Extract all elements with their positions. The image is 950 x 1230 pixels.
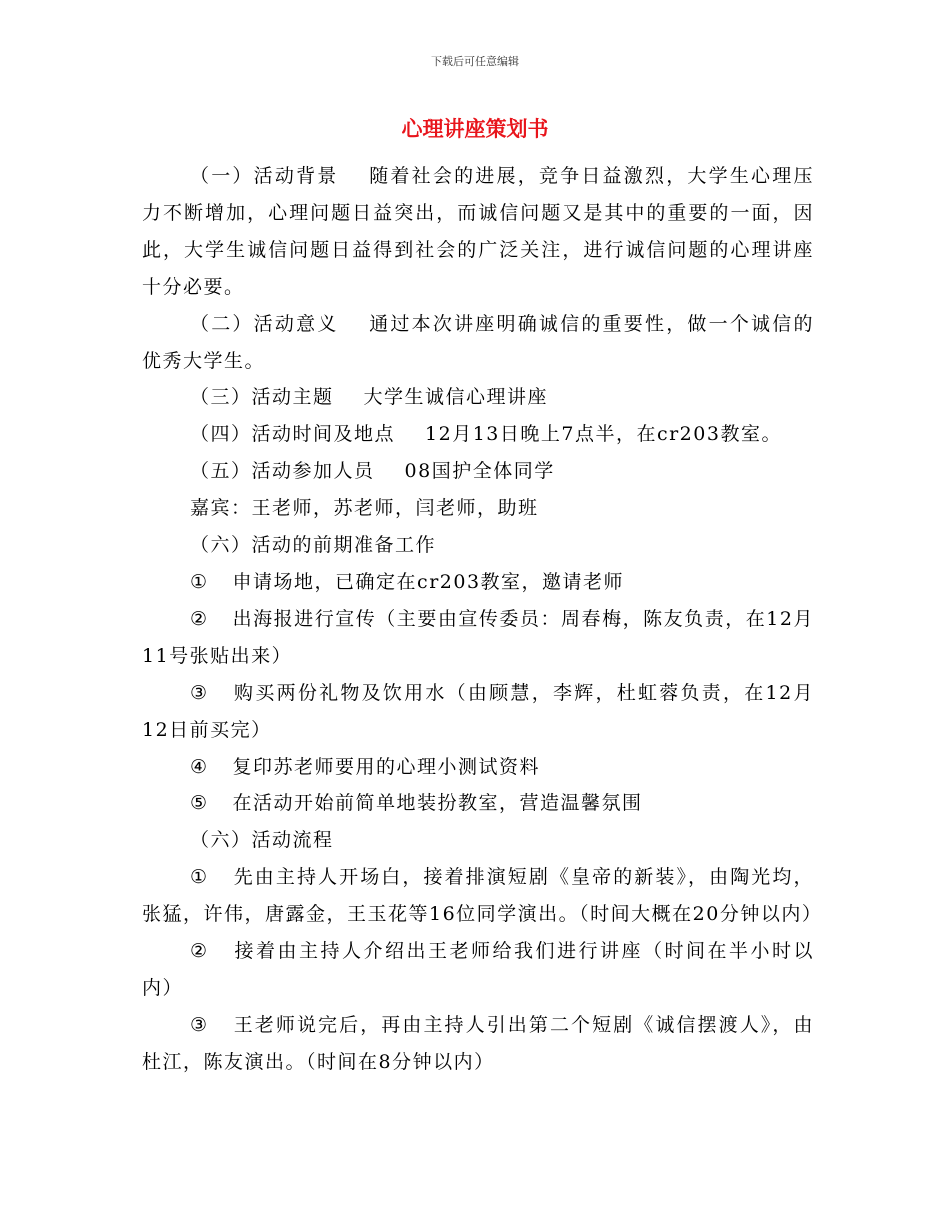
section-participants [142,453,814,490]
list-item [142,675,814,749]
section-text: 通过本次讲座明确诚信的重要性，做一个诚信的优秀大学生。 [142,312,814,372]
list-item-number: ① [190,570,209,593]
section-label: （一）活动背景 [190,165,339,187]
list-item [142,749,814,786]
list-item-number: ④ [190,755,209,778]
document-body [142,158,823,1081]
list-item-number: ③ [190,681,210,704]
section-label: （五）活动参加人员 [190,460,375,483]
list-item-text: 在活动开始前简单地装扮教室，营造温馨氛围 [232,792,643,815]
list-item [142,564,814,601]
section-text: 大学生诚信心理讲座 [363,386,549,409]
list-item-number: ⑤ [190,792,209,815]
list-item-text: 先由主持人开场白，接着排演短剧《皇帝的新装》，由陶光均，张猛，许伟，唐露金，王玉花等16位同学演出。（时间大概在20分钟以内） [142,866,823,926]
section-text: 随着社会的进展，竞争日益激烈，大学生心理压力不断增加，心理问题日益突出，而诚信问题又是其中的重要的一面，因此，大学生诚信问题日益得到社会的广泛关注，进行诚信问题的心理讲座十分必要。 [142,165,814,298]
list-item-number: ② [190,607,209,630]
section-process-label: （六）活动流程 [190,829,334,852]
list-item-number: ③ [190,1013,210,1036]
list-item-number: ① [190,866,210,889]
list-item-text: 接着由主持人介绍出王老师给我们进行讲座（时间在半小时以内） [142,940,814,999]
list-item-number: ② [190,940,210,963]
section-label: （四）活动时间及地点 [190,423,396,446]
section-label: （三）活动主题 [190,386,334,409]
section-text: 08国护全体同学 [404,460,555,483]
list-item [142,785,814,822]
list-item-text: 购买两份礼物及饮用水（由顾慧，李辉，杜虹蓉负责，在12月12日前买完） [142,681,814,741]
list-item-text: 出海报进行宣传（主要由宣传委员：周春梅，陈友负责，在12月11号张贴出来） [142,607,814,667]
section-time-place [142,416,814,453]
list-item [142,859,823,933]
guests-line: 嘉宾：王老师，苏老师，闫老师，助班 [190,497,539,520]
list-item-text: 王老师说完后，再由主持人引出第二个短剧《诚信摆渡人》，由杜江，陈友演出。（时间在8分钟以内） [142,1013,814,1073]
list-item [142,601,814,675]
list-item-text: 复印苏老师要用的心理小测试资料 [232,755,541,778]
section-meaning [142,306,814,380]
list-item-text: 申请场地，已确定在cr203教室，邀请老师 [232,570,625,593]
section-theme [142,379,814,416]
list-item [142,933,814,1007]
section-background [142,158,814,306]
list-item [142,1007,814,1081]
section-label: （二）活动意义 [190,312,339,335]
section-preparation-label: （六）活动的前期准备工作 [190,534,437,557]
document-title: 心理讲座策划书 [401,117,549,141]
header-note: 下载后可任意编辑 [431,55,519,68]
section-text: 12月13日晚上7点半，在cr203教室。 [425,423,782,446]
